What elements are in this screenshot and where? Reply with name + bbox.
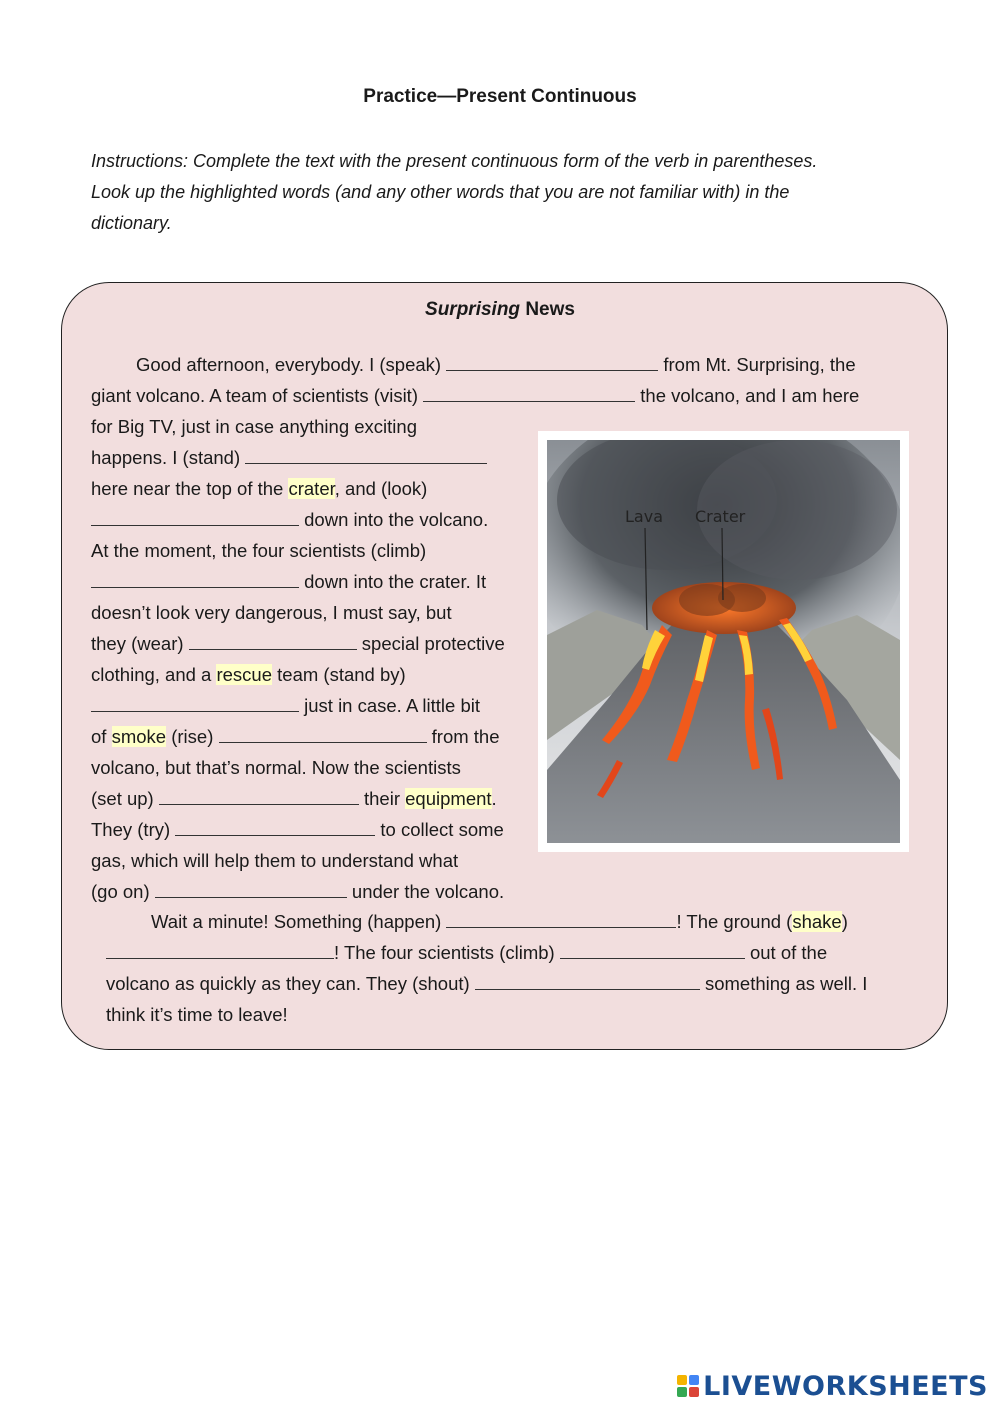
answer-blank[interactable] bbox=[219, 722, 427, 743]
story-line: volcano, but that’s normal. Now the scientists bbox=[91, 757, 461, 778]
answer-blank[interactable] bbox=[155, 877, 347, 898]
answer-blank[interactable] bbox=[91, 691, 299, 712]
story-line: they (wear) special protective bbox=[91, 628, 505, 659]
story-line: clothing, and a rescue team (stand by) bbox=[91, 664, 406, 685]
story-line: think it’s time to leave! bbox=[106, 1004, 288, 1025]
story-line: down into the volcano. bbox=[91, 504, 488, 535]
answer-blank[interactable] bbox=[189, 629, 357, 650]
story-line: down into the crater. It bbox=[91, 566, 486, 597]
answer-blank[interactable] bbox=[91, 505, 299, 526]
highlighted-word: rescue bbox=[216, 664, 273, 685]
instructions-line: dictionary. bbox=[91, 213, 172, 233]
story-line: happens. I (stand) bbox=[91, 442, 487, 473]
story-line: They (try) to collect some bbox=[91, 814, 504, 845]
lava-label: Lava bbox=[625, 507, 663, 526]
answer-blank[interactable] bbox=[560, 938, 745, 959]
answer-blank[interactable] bbox=[106, 938, 334, 959]
story-line: volcano as quickly as they can. They (shout) something as well. I bbox=[106, 968, 867, 999]
story-line: giant volcano. A team of scientists (visit) the volcano, and I am here bbox=[91, 380, 859, 411]
story-line: Wait a minute! Something (happen) ! The ground (shake) bbox=[151, 906, 848, 937]
volcano-illustration bbox=[547, 440, 900, 843]
page-title: Practice—Present Continuous bbox=[363, 86, 637, 107]
highlighted-word: equipment bbox=[405, 788, 492, 809]
story-title-rest: News bbox=[520, 299, 575, 320]
answer-blank[interactable] bbox=[91, 567, 299, 588]
instructions-line: Instructions: Complete the text with the present continuous form of the verb in parentheses. bbox=[91, 151, 818, 171]
answer-blank[interactable] bbox=[175, 815, 375, 836]
instructions bbox=[91, 146, 911, 239]
story-line: of smoke (rise) from the bbox=[91, 721, 500, 752]
answer-blank[interactable] bbox=[446, 350, 658, 371]
highlighted-word: smoke bbox=[111, 726, 167, 747]
answer-blank[interactable] bbox=[475, 969, 700, 990]
story-line: At the moment, the four scientists (climb) bbox=[91, 540, 427, 561]
highlighted-word: shake bbox=[792, 911, 842, 932]
brand-name: LIVEWORKSHEETS bbox=[703, 1370, 988, 1402]
liveworksheets-logo-icon bbox=[677, 1375, 699, 1397]
story-line: Good afternoon, everybody. I (speak) from Mt. Surprising, the bbox=[136, 349, 856, 380]
story-line: doesn’t look very dangerous, I must say, but bbox=[91, 602, 452, 623]
answer-blank[interactable] bbox=[159, 784, 359, 805]
instructions-line: Look up the highlighted words (and any other words that you are not familiar with) in the bbox=[91, 182, 790, 202]
liveworksheets-brand bbox=[677, 1372, 988, 1400]
story-line: (set up) their equipment. bbox=[91, 783, 497, 814]
story-line: gas, which will help them to understand what bbox=[91, 850, 459, 871]
answer-blank[interactable] bbox=[446, 907, 676, 928]
story-line: (go on) under the volcano. bbox=[91, 876, 504, 907]
crater-label: Crater bbox=[695, 507, 746, 526]
answer-blank[interactable] bbox=[423, 381, 635, 402]
story-line: just in case. A little bit bbox=[91, 690, 480, 721]
volcano-figure bbox=[538, 431, 909, 852]
story-title-italic: Surprising bbox=[425, 299, 521, 320]
answer-blank[interactable] bbox=[245, 443, 487, 464]
story-line: here near the top of the crater, and (look) bbox=[91, 478, 428, 499]
highlighted-word: crater bbox=[288, 478, 335, 499]
story-line: ! The four scientists (climb) out of the bbox=[106, 937, 827, 968]
story-title bbox=[0, 299, 1000, 321]
story-line: for Big TV, just in case anything exciting bbox=[91, 416, 417, 437]
